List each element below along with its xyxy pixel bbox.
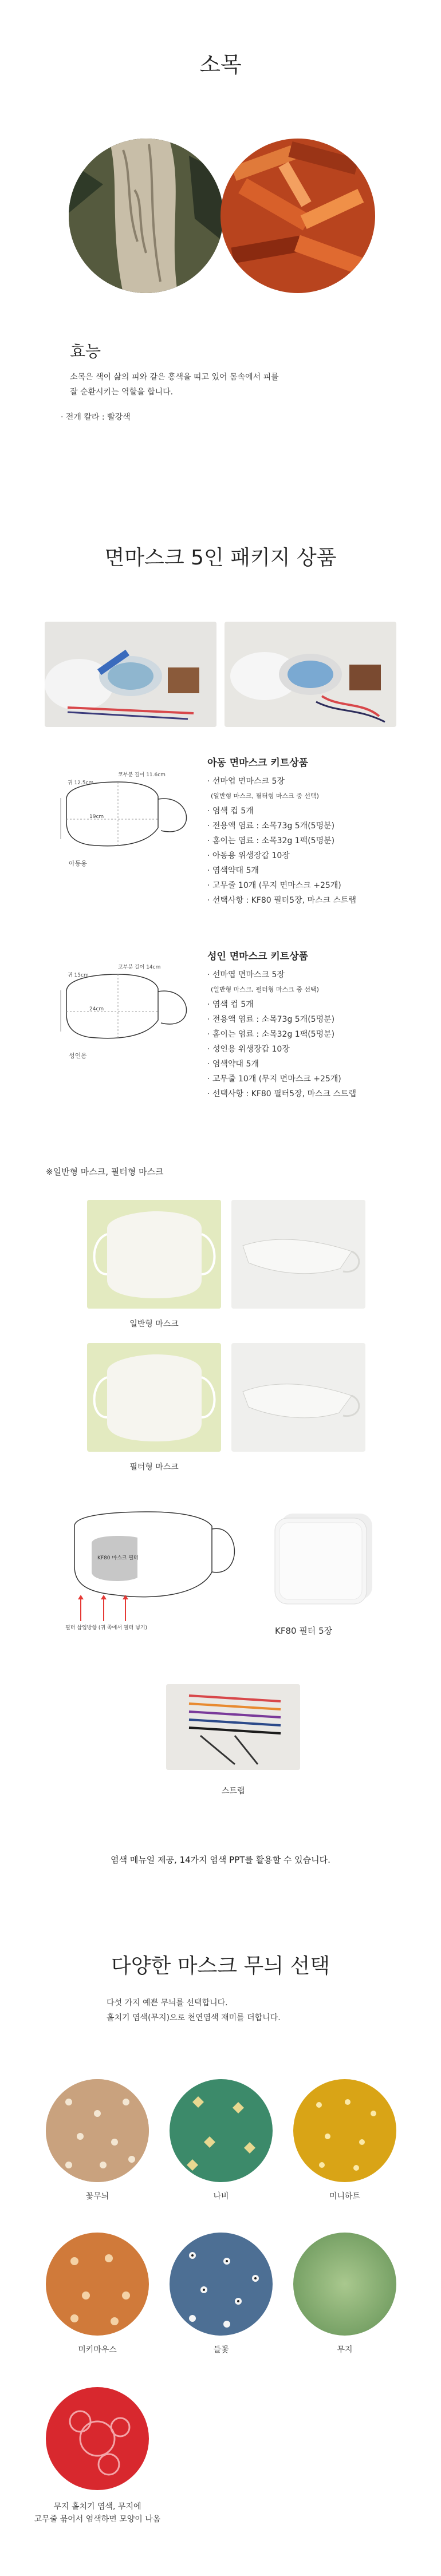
filter-mask-front-photo (87, 1343, 221, 1452)
pattern-butterfly-label: 나비 (213, 2192, 229, 2201)
list-item: · 홈이는 염료 : 소목32g 1팩(5명분) (207, 1030, 335, 1039)
filter-pocket-label: KF80 마스크 필터 (97, 1555, 139, 1561)
general-mask-side-photo (231, 1200, 365, 1309)
child-dim-width: 19cm (89, 814, 104, 820)
list-item: · 선마엽 면마스크 5장 (207, 777, 285, 786)
pattern-mini-heart-label: 미니하트 (329, 2192, 361, 2201)
list-item: · 고무줄 10개 (무지 면마스크 +25개) (207, 881, 341, 890)
list-item: · 염색 컵 5개 (207, 807, 254, 816)
list-item: · 성인용 위생장갑 10장 (207, 1045, 290, 1054)
mask-type-note: ※일반형 마스크, 필터형 마스크 (46, 1167, 164, 1177)
patterns-intro: 다섯 가지 예쁜 무늬를 선택합니다. 홀치기 염색(무지)으로 천연염색 재미를 더합니다. (107, 1998, 281, 2022)
pattern-flower-swatch[interactable] (46, 2079, 149, 2182)
list-item: · 고무줄 10개 (무지 면마스크 +25개) (207, 1074, 341, 1084)
strap-photo (166, 1684, 300, 1770)
filter-mask-side-photo (231, 1343, 365, 1452)
tie-dye-swatch[interactable] (46, 2387, 149, 2490)
general-mask-caption: 일반형 마스크 (129, 1319, 179, 1329)
up-arrow-icon (125, 1599, 126, 1621)
adult-dim-side: 귀 15cm (68, 973, 89, 978)
manual-note: 염색 메뉴얼 제공, 14가지 염색 PPT를 활용할 수 있습니다. (111, 1855, 330, 1865)
general-mask-front-photo (87, 1200, 221, 1309)
pattern-plain-label: 무지 (337, 2345, 353, 2354)
child-kit-title: 아동 면마스크 키트상품 (207, 757, 309, 769)
page-title: 소목 (199, 52, 242, 77)
tie-dye-caption: 무지 홀치기 염색, 무지에 고무줄 묶어서 염색하면 모양이 나옴 (34, 2502, 161, 2524)
pattern-flower-label: 꽃무늬 (85, 2192, 109, 2201)
child-mask-diagram (55, 771, 198, 868)
sappan-wood-image (220, 139, 375, 293)
pattern-mini-heart-swatch[interactable] (293, 2079, 396, 2182)
list-item: · 염색 컵 5개 (207, 1000, 254, 1009)
adult-dim-top: 코부분 길이 14cm (118, 965, 161, 970)
adult-kit-photo (225, 622, 396, 727)
pattern-mickey-label: 미키마우스 (78, 2345, 117, 2354)
efficacy-description: 소목은 색이 삶의 피와 같은 홍색을 띠고 있어 몸속에서 피를 잘 순환시키는 역할을 합니다. (70, 373, 279, 397)
up-arrow-icon (103, 1599, 104, 1621)
up-arrow-icon (80, 1599, 81, 1621)
pattern-wildflower-label: 들꽃 (213, 2345, 229, 2354)
adult-kit-title: 성인 면마스크 키트상품 (207, 951, 309, 962)
pattern-butterfly-swatch[interactable] (170, 2079, 273, 2182)
bark-image (69, 139, 223, 293)
package-title: 면마스크 5인 패키지 상품 (104, 546, 337, 570)
strap-caption: 스트랩 (221, 1787, 245, 1796)
pattern-mickey-swatch[interactable] (46, 2233, 149, 2336)
kf80-filter-caption: KF80 필터 5장 (275, 1626, 333, 1636)
list-item: · 선마엽 면마스크 5장 (207, 970, 285, 979)
child-kit-photo (45, 622, 216, 727)
efficacy-title: 효능 (70, 342, 101, 361)
child-dim-top: 코부분 길이 11.6cm (118, 772, 166, 778)
list-item: · 아동용 위생장갑 10장 (207, 851, 290, 860)
pattern-plain-swatch[interactable] (293, 2233, 396, 2336)
adult-label: 성인용 (69, 1052, 87, 1060)
list-item: · 염색약대 5개 (207, 866, 259, 875)
list-item: · 홈이는 염료 : 소목32g 1팩(5명분) (207, 836, 335, 846)
list-item: · 염색약대 5개 (207, 1060, 259, 1069)
pattern-wildflower-swatch[interactable] (170, 2233, 273, 2336)
adult-dim-width: 24cm (89, 1006, 104, 1012)
color-note: · 전개 칼라 : 빨강색 (61, 413, 131, 422)
patterns-title: 다양한 마스크 무늬 선택 (111, 1954, 330, 1978)
list-item: (일반형 마스크, 필터형 마스크 중 선택) (211, 986, 319, 993)
list-item: (일반형 마스크, 필터형 마스크 중 선택) (211, 792, 319, 800)
list-item: · 전용액 염료 : 소목73g 5개(5명분) (207, 821, 335, 831)
child-dim-side: 귀 12.5cm (68, 780, 94, 786)
list-item: · 선택사항 : KF80 필터5장, 마스크 스트랩 (207, 1089, 357, 1099)
list-item: · 전용액 염료 : 소목73g 5개(5명분) (207, 1015, 335, 1024)
list-item: · 선택사항 : KF80 필터5장, 마스크 스트랩 (207, 896, 357, 905)
filter-insert-note: 필터 삽입방향 (귀 쪽에서 필터 넣기) (65, 1625, 148, 1631)
adult-mask-diagram (55, 963, 198, 1060)
kf80-filter-image (269, 1508, 378, 1606)
child-label: 아동용 (69, 860, 87, 867)
filter-mask-caption: 필터형 마스크 (129, 1463, 179, 1472)
child-kit-items (207, 774, 356, 908)
adult-kit-items (207, 967, 356, 1101)
filter-insert-diagram (57, 1509, 241, 1635)
